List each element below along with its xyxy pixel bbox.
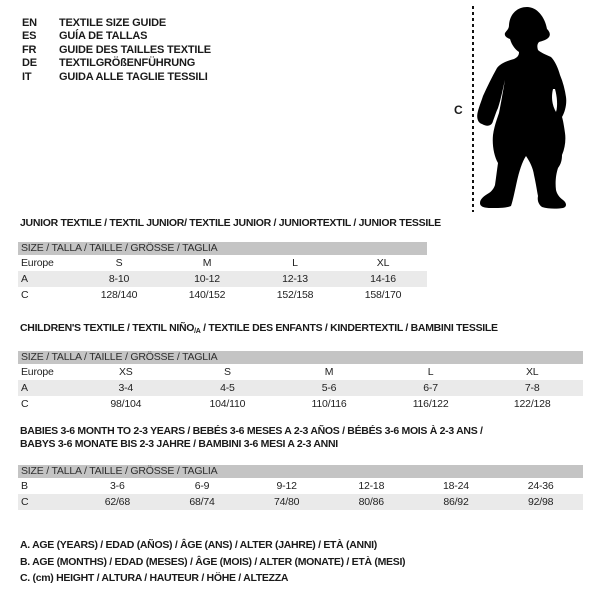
- value-cell: XL: [525, 366, 539, 378]
- value-cell: 18-24: [443, 480, 469, 492]
- language-code: DE: [22, 57, 37, 70]
- size-header-bar: SIZE / TALLA / TAILLE / GRÖSSE / TAGLIA: [18, 242, 427, 255]
- row-label-cell: Europe: [21, 257, 54, 269]
- value-cell: 6-9: [194, 480, 210, 492]
- babies-textile-table: [18, 425, 583, 510]
- language-code: IT: [22, 70, 32, 83]
- value-cell: 104/110: [209, 398, 246, 410]
- value-cell: 62/68: [75, 494, 160, 510]
- row-label-cell: C: [21, 398, 29, 410]
- size-header-bar: SIZE / TALLA / TAILLE / GRÖSSE / TAGLIA: [18, 465, 583, 478]
- table-title: JUNIOR TEXTILE / TEXTIL JUNIOR/ TEXTILE JUNIOR / JUNIORTEXTIL / JUNIOR TESSILE: [20, 217, 441, 229]
- value-cell: 80/86: [329, 494, 414, 510]
- value-cell: 86/92: [414, 494, 499, 510]
- row-label-cell: C: [21, 289, 29, 301]
- value-cell: M: [202, 257, 212, 269]
- value-cell: 3-6: [110, 480, 125, 492]
- value-cell: 24-36: [527, 480, 554, 492]
- value-cell: L: [292, 257, 298, 269]
- row-label-cell: C: [18, 494, 75, 510]
- baby-silhouette-icon: [473, 5, 573, 215]
- value-cell: 3-4: [75, 380, 177, 396]
- language-row-fr: [22, 44, 211, 57]
- value-cell: 140/152: [188, 289, 226, 301]
- value-cell: 68/74: [160, 494, 245, 510]
- language-title: TEXTILGRÖßENFÜHRUNG: [59, 57, 196, 70]
- table-row-height: [18, 396, 583, 412]
- size-table: [18, 255, 427, 303]
- language-title: GUIDE DES TAILLES TEXTILE: [59, 43, 211, 56]
- value-cell: 92/98: [498, 494, 583, 510]
- value-cell: 10-12: [163, 271, 251, 287]
- table-title-line2: BABYS 3-6 MONATE BIS 2-3 JAHRE / BAMBINI 3-6 MESI A 2-3 ANNI: [20, 438, 338, 450]
- language-row-de: [22, 57, 211, 70]
- footnotes: [18, 537, 405, 587]
- value-cell: 6-7: [380, 380, 482, 396]
- value-cell: 8-10: [75, 271, 163, 287]
- size-table: [18, 478, 583, 510]
- language-row-es: [22, 30, 211, 43]
- value-cell: S: [115, 257, 123, 269]
- language-row-en: [22, 17, 211, 30]
- title-subscript: /A: [194, 328, 201, 335]
- table-row-age: [18, 380, 583, 396]
- table-title: [18, 425, 583, 451]
- language-row-it: [22, 71, 211, 84]
- value-cell: 12-18: [358, 480, 385, 492]
- row-label-cell: A: [18, 380, 75, 396]
- row-label-cell: B: [21, 480, 28, 492]
- value-cell: 14-16: [339, 271, 427, 287]
- language-title: GUÍA DE TALLAS: [59, 30, 148, 43]
- table-row-europe: [18, 364, 583, 380]
- value-cell: 116/122: [412, 398, 449, 410]
- footnote-a: A. AGE (YEARS) / EDAD (AÑOS) / ÂGE (ANS) / ALTER (JAHRE) / ETÀ (ANNI): [20, 539, 377, 551]
- row-label-cell: Europe: [21, 366, 54, 378]
- language-code: EN: [22, 17, 37, 29]
- value-cell: 9-12: [276, 480, 297, 492]
- table-row-height: [18, 494, 583, 510]
- height-measure-label: C: [454, 103, 463, 117]
- value-cell: 12-13: [251, 271, 339, 287]
- language-code: ES: [22, 30, 37, 43]
- size-table: [18, 364, 583, 412]
- language-title: TEXTILE SIZE GUIDE: [59, 17, 167, 29]
- value-cell: M: [324, 366, 334, 378]
- value-cell: 5-6: [278, 380, 380, 396]
- value-cell: S: [223, 366, 231, 378]
- footnote-b: B. AGE (MONTHS) / EDAD (MESES) / ÂGE (MOIS) / ALTER (MONATE) / ETÀ (MESI): [20, 555, 406, 568]
- table-title-line1: BABIES 3-6 MONTH TO 2-3 YEARS / BEBÉS 3-6 MESES A 2-3 AÑOS / BÉBÉS 3-6 MOIS À 2-3 ANS /: [20, 425, 483, 437]
- value-cell: 122/128: [513, 398, 551, 410]
- table-row-age-months: [18, 478, 583, 494]
- language-title: GUIDA ALLE TAGLIE TESSILI: [59, 70, 208, 83]
- table-row-europe: [18, 255, 427, 271]
- row-label-cell: A: [18, 271, 75, 287]
- value-cell: 152/158: [276, 289, 314, 301]
- value-cell: XL: [376, 257, 390, 269]
- junior-textile-table: [18, 217, 441, 303]
- language-list: [22, 17, 211, 84]
- value-cell: 158/170: [364, 289, 402, 301]
- value-cell: 4-5: [177, 380, 279, 396]
- language-code: FR: [22, 43, 37, 56]
- table-title: CHILDREN'S TEXTILE / TEXTIL NIÑO/A / TEXTILE DES ENFANTS / KINDERTEXTIL / BAMBINI TESSILE: [20, 322, 498, 335]
- value-cell: 128/140: [100, 289, 138, 301]
- value-cell: L: [427, 366, 434, 378]
- children-textile-table: [18, 322, 583, 412]
- table-row-height: [18, 287, 427, 303]
- value-cell: 98/104: [110, 398, 142, 410]
- table-row-age: [18, 271, 427, 287]
- value-cell: 7-8: [481, 380, 583, 396]
- size-header-bar: SIZE / TALLA / TAILLE / GRÖSSE / TAGLIA: [18, 351, 583, 364]
- footnote-c: C. (cm) HEIGHT / ALTURA / HAUTEUR / HÖHE / ALTEZZA: [20, 572, 289, 584]
- value-cell: XS: [118, 366, 133, 378]
- value-cell: 110/116: [311, 398, 347, 410]
- value-cell: 74/80: [244, 494, 329, 510]
